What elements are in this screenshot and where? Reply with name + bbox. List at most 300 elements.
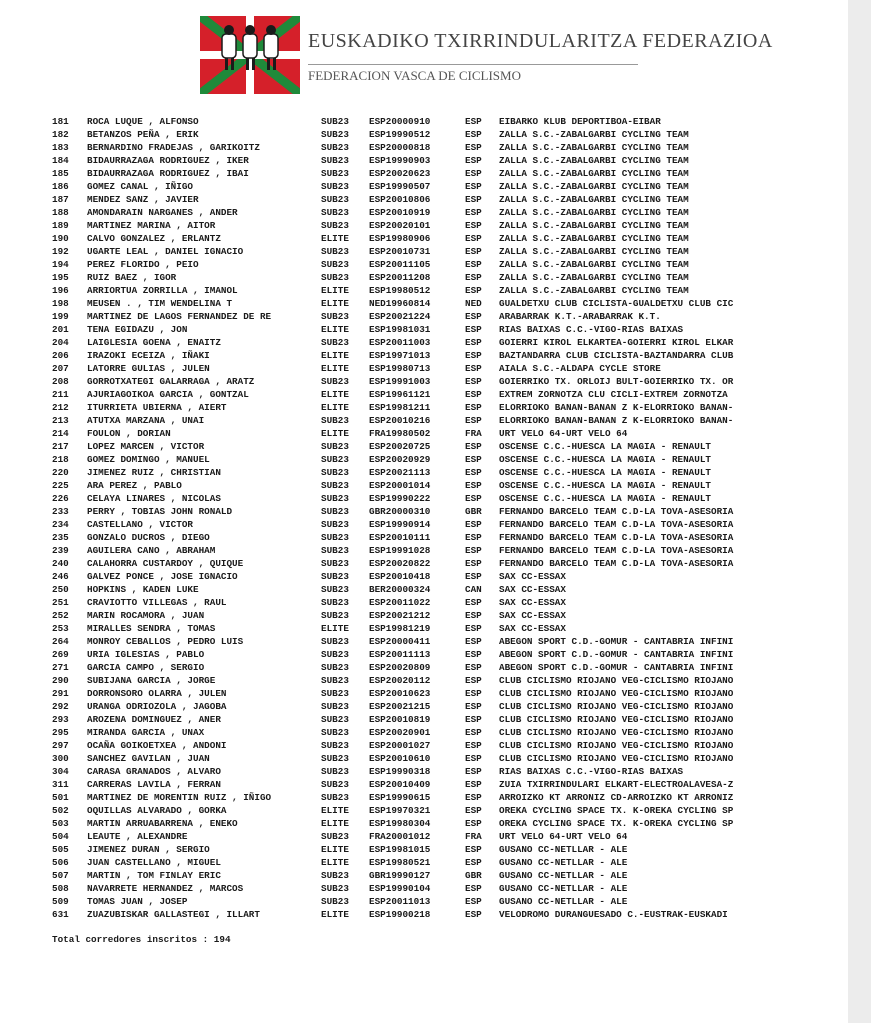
rider-team: GUSANO CC-NETLLAR - ALE: [499, 844, 628, 855]
rider-license: ESP20020901: [369, 727, 431, 738]
rider-row: [52, 115, 842, 128]
rider-number: 290: [52, 675, 69, 686]
rider-row: [52, 609, 842, 622]
rider-license: ESP20011113: [369, 649, 431, 660]
rider-number: 252: [52, 610, 69, 621]
rider-row: [52, 323, 842, 336]
rider-license: ESP20021224: [369, 311, 431, 322]
rider-number: 293: [52, 714, 69, 725]
rider-number: 304: [52, 766, 69, 777]
rider-license: ESP20010111: [369, 532, 431, 543]
rider-license: ESP20010731: [369, 246, 431, 257]
rider-team: ARROIZKO KT ARRONIZ CD-ARROIZKO KT ARRONIZ: [499, 792, 734, 803]
rider-license: ESP19990903: [369, 155, 431, 166]
rider-number: 207: [52, 363, 69, 374]
rider-category: SUB23: [321, 116, 349, 127]
rider-license: ESP19990222: [369, 493, 431, 504]
rider-name: ZUAZUBISKAR GALLASTEGI , ILLART: [87, 909, 260, 920]
rider-nationality: ESP: [465, 415, 482, 426]
rider-nationality: ESP: [465, 610, 482, 621]
rider-license: ESP20021212: [369, 610, 431, 621]
rider-license: ESP20000818: [369, 142, 431, 153]
rider-row: [52, 128, 842, 141]
rider-nationality: ESP: [465, 493, 482, 504]
rider-row: [52, 830, 842, 843]
rider-row: [52, 479, 842, 492]
rider-team: SAX CC-ESSAX: [499, 571, 566, 582]
rider-license: ESP19990507: [369, 181, 431, 192]
rider-category: SUB23: [321, 194, 349, 205]
rider-name: URANGA ODRIOZOLA , JAGOBA: [87, 701, 227, 712]
rider-nationality: ESP: [465, 272, 482, 283]
rider-number: 300: [52, 753, 69, 764]
rider-category: SUB23: [321, 454, 349, 465]
rider-row: [52, 635, 842, 648]
rider-row: [52, 271, 842, 284]
rider-number: 188: [52, 207, 69, 218]
rider-nationality: GBR: [465, 870, 482, 881]
rider-row: [52, 375, 842, 388]
rider-number: 213: [52, 415, 69, 426]
rider-license: ESP20011003: [369, 337, 431, 348]
rider-row: [52, 492, 842, 505]
rider-nationality: ESP: [465, 129, 482, 140]
rider-name: AROZENA DOMINGUEZ , ANER: [87, 714, 221, 725]
rider-number: 506: [52, 857, 69, 868]
rider-category: SUB23: [321, 545, 349, 556]
rider-team: ELORRIOKO BANAN-BANAN Z K-ELORRIOKO BANAN-: [499, 402, 734, 413]
rider-name: UGARTE LEAL , DANIEL IGNACIO: [87, 246, 244, 257]
rider-category: SUB23: [321, 337, 349, 348]
rider-license: ESP20001027: [369, 740, 431, 751]
rider-team: ZALLA S.C.-ZABALGARBI CYCLING TEAM: [499, 142, 689, 153]
rider-row: [52, 531, 842, 544]
federation-logo: [200, 16, 300, 94]
rider-team: OREKA CYCLING SPACE TX. K-OREKA CYCLING SP: [499, 805, 734, 816]
rider-nationality: ESP: [465, 220, 482, 231]
rider-number: 195: [52, 272, 69, 283]
rider-nationality: ESP: [465, 441, 482, 452]
rider-category: SUB23: [321, 714, 349, 725]
rider-license: BER20000324: [369, 584, 431, 595]
rider-number: 269: [52, 649, 69, 660]
rider-nationality: ESP: [465, 545, 482, 556]
rider-license: ESP20010610: [369, 753, 431, 764]
rider-license: ESP20020929: [369, 454, 431, 465]
rider-name: MIRANDA GARCIA , UNAX: [87, 727, 205, 738]
rider-name: GARCIA CAMPO , SERGIO: [87, 662, 205, 673]
rider-nationality: ESP: [465, 389, 482, 400]
rider-license: ESP19971013: [369, 350, 431, 361]
rider-name: ROCA LUQUE , ALFONSO: [87, 116, 199, 127]
rider-number: 206: [52, 350, 69, 361]
rider-team: SAX CC-ESSAX: [499, 584, 566, 595]
rider-license: ESP19990512: [369, 129, 431, 140]
federation-subtitle: FEDERACION VASCA DE CICLISMO: [308, 68, 521, 83]
rider-nationality: ESP: [465, 571, 482, 582]
rider-category: ELITE: [321, 844, 349, 855]
rider-number: 250: [52, 584, 69, 595]
rider-category: SUB23: [321, 649, 349, 660]
rider-name: BETANZOS PEÑA , ERIK: [87, 129, 199, 140]
rider-license: NED19960814: [369, 298, 431, 309]
rider-category: ELITE: [321, 389, 349, 400]
rider-category: SUB23: [321, 675, 349, 686]
rider-row: [52, 310, 842, 323]
rider-row: [52, 193, 842, 206]
rider-team: FERNANDO BARCELO TEAM C.D-LA TOVA-ASESORIA: [499, 519, 734, 530]
rider-number: 194: [52, 259, 69, 270]
rider-nationality: ESP: [465, 168, 482, 179]
rider-nationality: ESP: [465, 688, 482, 699]
rider-category: SUB23: [321, 727, 349, 738]
rider-category: SUB23: [321, 181, 349, 192]
rider-category: SUB23: [321, 792, 349, 803]
rider-number: 234: [52, 519, 69, 530]
rider-row: [52, 362, 842, 375]
rider-nationality: ESP: [465, 155, 482, 166]
rider-name: MARTIN ARRUABARRENA , ENEKO: [87, 818, 238, 829]
rider-team: ABEGON SPORT C.D.-GOMUR - CANTABRIA INFINI: [499, 662, 734, 673]
rider-name: GOMEZ DOMINGO , MANUEL: [87, 454, 210, 465]
rider-name: ARA PEREZ , PABLO: [87, 480, 182, 491]
rider-row: [52, 557, 842, 570]
rider-team: ZALLA S.C.-ZABALGARBI CYCLING TEAM: [499, 259, 689, 270]
rider-name: LATORRE GULIAS , JULEN: [87, 363, 210, 374]
rider-nationality: ESP: [465, 467, 482, 478]
rider-name: IRAZOKI ECEIZA , IÑAKI: [87, 350, 210, 361]
rider-team: ZALLA S.C.-ZABALGARBI CYCLING TEAM: [499, 220, 689, 231]
rider-license: ESP19990104: [369, 883, 431, 894]
rider-license: ESP20021215: [369, 701, 431, 712]
rider-row: [52, 713, 842, 726]
rider-number: 264: [52, 636, 69, 647]
rider-team: OSCENSE C.C.-HUESCA LA MAGIA - RENAULT: [499, 441, 712, 452]
rider-number: 246: [52, 571, 69, 582]
rider-number: 505: [52, 844, 69, 855]
rider-team: URT VELO 64-URT VELO 64: [499, 831, 628, 842]
rider-nationality: ESP: [465, 805, 482, 816]
rider-category: SUB23: [321, 558, 349, 569]
rider-name: GONZALO DUCROS , DIEGO: [87, 532, 210, 543]
rider-row: [52, 440, 842, 453]
rider-number: 192: [52, 246, 69, 257]
rider-category: SUB23: [321, 207, 349, 218]
rider-row: [52, 856, 842, 869]
rider-row: [52, 648, 842, 661]
rider-category: SUB23: [321, 779, 349, 790]
rider-number: 225: [52, 480, 69, 491]
rider-name: CALVO GONZALEZ , ERLANTZ: [87, 233, 221, 244]
rider-name: ITURRIETA UBIERNA , AIERT: [87, 402, 227, 413]
rider-team: ZALLA S.C.-ZABALGARBI CYCLING TEAM: [499, 181, 689, 192]
rider-license: ESP20020623: [369, 168, 431, 179]
rider-name: MEUSEN . , TIM WENDELINA T: [87, 298, 233, 309]
rider-nationality: ESP: [465, 636, 482, 647]
rider-row: [52, 427, 842, 440]
rider-license: ESP20010623: [369, 688, 431, 699]
rider-number: 214: [52, 428, 69, 439]
rider-category: SUB23: [321, 519, 349, 530]
rider-team: VELODROMO DURANGUESADO C.-EUSTRAK-EUSKADI: [499, 909, 728, 920]
rider-category: SUB23: [321, 272, 349, 283]
rider-nationality: ESP: [465, 324, 482, 335]
rider-row: [52, 726, 842, 739]
rider-team: OSCENSE C.C.-HUESCA LA MAGIA - RENAULT: [499, 493, 712, 504]
rider-nationality: ESP: [465, 623, 482, 634]
rider-name: HOPKINS , KADEN LUKE: [87, 584, 199, 595]
rider-category: SUB23: [321, 220, 349, 231]
rider-category: SUB23: [321, 870, 349, 881]
rider-license: ESP20020725: [369, 441, 431, 452]
rider-row: [52, 141, 842, 154]
rider-category: ELITE: [321, 363, 349, 374]
rider-nationality: ESP: [465, 701, 482, 712]
rider-team: ARABARRAK K.T.-ARABARRAK K.T.: [499, 311, 661, 322]
rider-name: FOULON , DORIAN: [87, 428, 171, 439]
rider-nationality: ESP: [465, 259, 482, 270]
rider-category: SUB23: [321, 246, 349, 257]
rider-category: SUB23: [321, 480, 349, 491]
rider-category: ELITE: [321, 285, 349, 296]
rider-name: AMONDARAIN NARGANES , ANDER: [87, 207, 238, 218]
rider-team: EXTREM ZORNOTZA CLU CICLI-EXTREM ZORNOTZA: [499, 389, 728, 400]
rider-nationality: ESP: [465, 857, 482, 868]
rider-team: GUSANO CC-NETLLAR - ALE: [499, 870, 628, 881]
rider-name: OQUILLAS ALVARADO , GORKA: [87, 805, 227, 816]
rider-name: TENA EGIDAZU , JON: [87, 324, 188, 335]
rider-team: FERNANDO BARCELO TEAM C.D-LA TOVA-ASESORIA: [499, 506, 734, 517]
rider-team: GUSANO CC-NETLLAR - ALE: [499, 857, 628, 868]
rider-number: 251: [52, 597, 69, 608]
rider-name: GOMEZ CANAL , IÑIGO: [87, 181, 194, 192]
rider-team: CLUB CICLISMO RIOJANO VEG-CICLISMO RIOJANO: [499, 675, 734, 686]
rider-team: ZALLA S.C.-ZABALGARBI CYCLING TEAM: [499, 233, 689, 244]
rider-number: 186: [52, 181, 69, 192]
rider-row: [52, 466, 842, 479]
rider-nationality: GBR: [465, 506, 482, 517]
rider-number: 212: [52, 402, 69, 413]
rider-name: SUBIJANA GARCIA , JORGE: [87, 675, 216, 686]
rider-row: [52, 843, 842, 856]
rider-category: SUB23: [321, 506, 349, 517]
rider-number: 208: [52, 376, 69, 387]
rider-nationality: ESP: [465, 675, 482, 686]
rider-license: ESP20011013: [369, 896, 431, 907]
rider-license: ESP19991003: [369, 376, 431, 387]
rider-category: SUB23: [321, 701, 349, 712]
rider-team: GUSANO CC-NETLLAR - ALE: [499, 883, 628, 894]
rider-row: [52, 895, 842, 908]
rider-name: BIDAURRAZAGA RODRIGUEZ , IKER: [87, 155, 249, 166]
rider-nationality: ESP: [465, 454, 482, 465]
federation-title: EUSKADIKO TXIRRINDULARITZA FEDERAZIOA: [308, 30, 773, 52]
rider-team: AIALA S.C.-ALDAPA CYCLE STORE: [499, 363, 661, 374]
rider-nationality: ESP: [465, 896, 482, 907]
rider-row: [52, 258, 842, 271]
rider-name: SANCHEZ GAVILAN , JUAN: [87, 753, 210, 764]
rider-team: ZALLA S.C.-ZABALGARBI CYCLING TEAM: [499, 155, 689, 166]
rider-nationality: ESP: [465, 480, 482, 491]
rider-row: [52, 570, 842, 583]
rider-row: [52, 882, 842, 895]
rider-row: [52, 154, 842, 167]
rider-license: ESP19980906: [369, 233, 431, 244]
rider-row: [52, 752, 842, 765]
rider-name: ATUTXA MARZANA , UNAI: [87, 415, 205, 426]
rider-category: SUB23: [321, 636, 349, 647]
rider-team: GUALDETXU CLUB CICLISTA-GUALDETXU CLUB CIC: [499, 298, 734, 309]
rider-license: GBR20000310: [369, 506, 431, 517]
rider-nationality: ESP: [465, 116, 482, 127]
rider-nationality: ESP: [465, 363, 482, 374]
rider-category: ELITE: [321, 857, 349, 868]
rider-license: ESP20020112: [369, 675, 431, 686]
rider-nationality: CAN: [465, 584, 482, 595]
rider-team: URT VELO 64-URT VELO 64: [499, 428, 628, 439]
rider-category: SUB23: [321, 610, 349, 621]
rider-nationality: ESP: [465, 818, 482, 829]
rider-number: 183: [52, 142, 69, 153]
rider-name: MARTINEZ DE MORENTIN RUIZ , IÑIGO: [87, 792, 272, 803]
rider-nationality: FRA: [465, 428, 482, 439]
rider-row: [52, 518, 842, 531]
rider-team: ZALLA S.C.-ZABALGARBI CYCLING TEAM: [499, 272, 689, 283]
rider-row: [52, 505, 842, 518]
rider-license: ESP19990318: [369, 766, 431, 777]
rider-name: PEREZ FLORIDO , PEIO: [87, 259, 199, 270]
rider-row: [52, 674, 842, 687]
rider-nationality: ESP: [465, 532, 482, 543]
rider-row: [52, 232, 842, 245]
rider-team: FERNANDO BARCELO TEAM C.D-LA TOVA-ASESORIA: [499, 545, 734, 556]
rider-nationality: ESP: [465, 883, 482, 894]
rider-category: ELITE: [321, 909, 349, 920]
rider-nationality: ESP: [465, 766, 482, 777]
rider-nationality: ESP: [465, 142, 482, 153]
rider-number: 189: [52, 220, 69, 231]
rider-license: ESP19980713: [369, 363, 431, 374]
rider-name: MARTINEZ MARINA , AITOR: [87, 220, 216, 231]
rider-name: CELAYA LINARES , NICOLAS: [87, 493, 221, 504]
rider-category: SUB23: [321, 259, 349, 270]
rider-row: [52, 739, 842, 752]
rider-name: BIDAURRAZAGA RODRIGUEZ , IBAI: [87, 168, 249, 179]
rider-category: ELITE: [321, 350, 349, 361]
rider-nationality: ESP: [465, 792, 482, 803]
rider-team: ELORRIOKO BANAN-BANAN Z K-ELORRIOKO BANAN-: [499, 415, 734, 426]
rider-number: 501: [52, 792, 69, 803]
rider-category: SUB23: [321, 155, 349, 166]
rider-nationality: ESP: [465, 558, 482, 569]
rider-category: SUB23: [321, 766, 349, 777]
rider-nationality: ESP: [465, 740, 482, 751]
rider-number: 187: [52, 194, 69, 205]
rider-category: ELITE: [321, 233, 349, 244]
rider-category: SUB23: [321, 142, 349, 153]
rider-name: LAIGLESIA GOENA , ENAITZ: [87, 337, 221, 348]
rider-number: 631: [52, 909, 69, 920]
rider-nationality: ESP: [465, 727, 482, 738]
rider-row: [52, 401, 842, 414]
rider-name: DORRONSORO OLARRA , JULEN: [87, 688, 227, 699]
rider-number: 235: [52, 532, 69, 543]
rider-nationality: ESP: [465, 753, 482, 764]
rider-team: OSCENSE C.C.-HUESCA LA MAGIA - RENAULT: [499, 467, 712, 478]
rider-number: 507: [52, 870, 69, 881]
rider-team: CLUB CICLISMO RIOJANO VEG-CICLISMO RIOJANO: [499, 727, 734, 738]
rider-number: 196: [52, 285, 69, 296]
rider-nationality: ESP: [465, 194, 482, 205]
rider-category: SUB23: [321, 129, 349, 140]
rider-number: 190: [52, 233, 69, 244]
rider-category: ELITE: [321, 805, 349, 816]
rider-category: SUB23: [321, 688, 349, 699]
rider-team: SAX CC-ESSAX: [499, 623, 566, 634]
rider-number: 182: [52, 129, 69, 140]
rider-number: 199: [52, 311, 69, 322]
rider-number: 297: [52, 740, 69, 751]
rider-number: 218: [52, 454, 69, 465]
rider-license: ESP20020101: [369, 220, 431, 231]
rider-row: [52, 908, 842, 921]
rider-team: ZUIA TXIRRINDULARI ELKART-ELECTROALAVESA-Z: [499, 779, 734, 790]
rider-row: [52, 583, 842, 596]
rider-row: [52, 700, 842, 713]
rider-name: URIA IGLESIAS , PABLO: [87, 649, 205, 660]
rider-number: 233: [52, 506, 69, 517]
rider-category: ELITE: [321, 402, 349, 413]
rider-row: [52, 661, 842, 674]
rider-name: TOMAS JUAN , JOSEP: [87, 896, 188, 907]
rider-license: ESP20020809: [369, 662, 431, 673]
rider-category: SUB23: [321, 662, 349, 673]
rider-team: ABEGON SPORT C.D.-GOMUR - CANTABRIA INFINI: [499, 636, 734, 647]
rider-license: ESP20021113: [369, 467, 431, 478]
rider-category: SUB23: [321, 571, 349, 582]
rider-nationality: ESP: [465, 779, 482, 790]
rider-team: ZALLA S.C.-ZABALGARBI CYCLING TEAM: [499, 194, 689, 205]
rider-category: SUB23: [321, 441, 349, 452]
rider-number: 185: [52, 168, 69, 179]
rider-name: MARTIN , TOM FINLAY ERIC: [87, 870, 221, 881]
rider-number: 201: [52, 324, 69, 335]
rider-license: ESP20010806: [369, 194, 431, 205]
rider-team: RIAS BAIXAS C.C.-VIGO-RIAS BAIXAS: [499, 766, 684, 777]
rider-number: 311: [52, 779, 69, 790]
rider-nationality: NED: [465, 298, 482, 309]
rider-team: GOIERRIKO TX. ORLOIJ BULT-GOIERRIKO TX. OR: [499, 376, 734, 387]
rider-name: CALAHORRA CUSTARDOY , QUIQUE: [87, 558, 244, 569]
rider-team: FERNANDO BARCELO TEAM C.D-LA TOVA-ASESORIA: [499, 532, 734, 543]
rider-number: 240: [52, 558, 69, 569]
rider-row: [52, 791, 842, 804]
rider-name: CRAVIOTTO VILLEGAS , RAUL: [87, 597, 227, 608]
rider-name: JIMENEZ DURAN , SERGIO: [87, 844, 210, 855]
rider-category: ELITE: [321, 623, 349, 634]
rider-row: [52, 817, 842, 830]
rider-row: [52, 219, 842, 232]
rider-license: ESP19980521: [369, 857, 431, 868]
rider-team: SAX CC-ESSAX: [499, 610, 566, 621]
rider-row: [52, 765, 842, 778]
rider-team: OSCENSE C.C.-HUESCA LA MAGIA - RENAULT: [499, 454, 712, 465]
rider-license: ESP20001014: [369, 480, 431, 491]
rider-category: SUB23: [321, 883, 349, 894]
rider-license: ESP19961121: [369, 389, 431, 400]
rider-name: AGUILERA CANO , ABRAHAM: [87, 545, 216, 556]
rider-row: [52, 245, 842, 258]
